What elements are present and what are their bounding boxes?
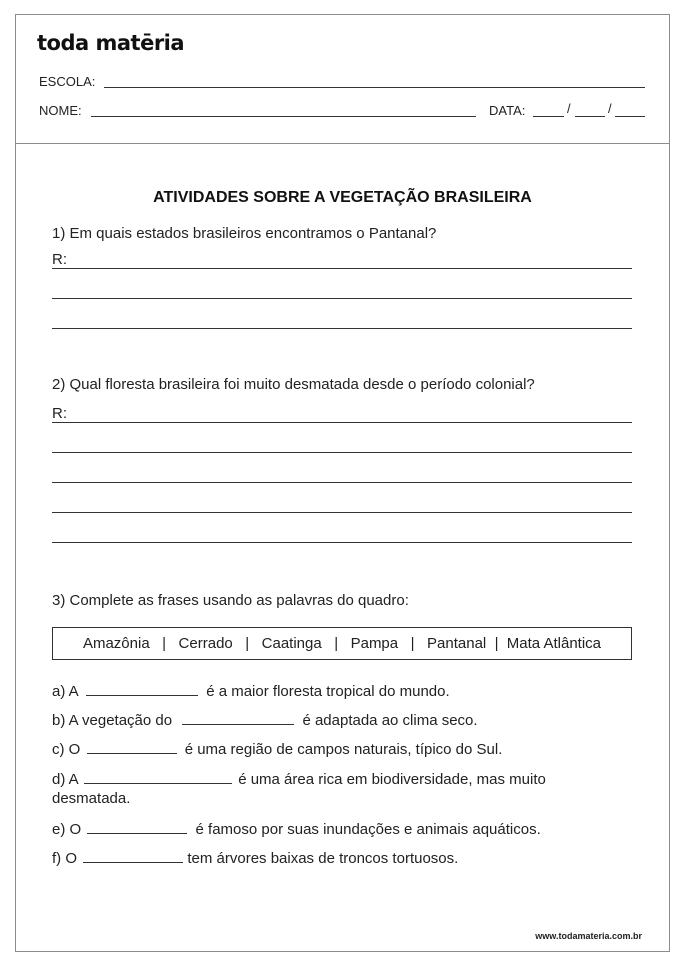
answer-line[interactable]: [52, 422, 632, 423]
fill-blank[interactable]: [182, 710, 294, 725]
sentence-c: [52, 739, 502, 758]
sentence-suffix: é uma região de campos naturais, típico do Sul.: [184, 741, 503, 758]
fill-blank[interactable]: [84, 769, 232, 784]
sentence-prefix: c) O: [52, 741, 81, 758]
answer-line[interactable]: [52, 512, 632, 513]
answer-line[interactable]: [52, 482, 632, 483]
answer-label-2: R:: [52, 405, 67, 422]
date-year-field[interactable]: [615, 116, 645, 117]
question-3: 3) Complete as frases usando as palavras do quadro:: [52, 592, 409, 609]
answer-line[interactable]: [52, 268, 632, 269]
sentence-d: [52, 769, 546, 788]
sentence-prefix: b) A vegetação do: [52, 712, 173, 729]
sentence-suffix: é adaptada ao clima seco.: [302, 712, 478, 729]
sentence-suffix: é a maior floresta tropical do mundo.: [206, 683, 450, 700]
name-label: NOME:: [39, 103, 82, 118]
fill-blank[interactable]: [87, 739, 177, 754]
brand-logo: toda matēria: [37, 31, 185, 55]
sentence-suffix: tem árvores baixas de troncos tortuosos.: [187, 850, 459, 867]
date-separator: /: [567, 101, 571, 116]
header-divider: [15, 143, 670, 144]
sentence-e: [52, 819, 541, 838]
sentence-prefix: a) A: [52, 683, 78, 700]
school-field[interactable]: [104, 87, 645, 88]
fill-blank[interactable]: [86, 681, 198, 696]
date-month-field[interactable]: [575, 116, 605, 117]
question-2: 2) Qual floresta brasileira foi muito desmatada desde o período colonial?: [52, 376, 535, 393]
sentence-d-continuation: desmatada.: [52, 790, 131, 807]
answer-label-1: R:: [52, 251, 67, 268]
answer-line[interactable]: [52, 542, 632, 543]
worksheet-border: [15, 14, 670, 952]
answer-line[interactable]: [52, 452, 632, 453]
sentence-suffix: é famoso por suas inundações e animais aquáticos.: [195, 821, 541, 838]
answer-line[interactable]: [52, 298, 632, 299]
question-1: 1) Em quais estados brasileiros encontramos o Pantanal?: [52, 225, 437, 242]
answer-line[interactable]: [52, 328, 632, 329]
page-title: ATIVIDADES SOBRE A VEGETAÇÃO BRASILEIRA: [153, 189, 532, 206]
sentence-suffix: é uma área rica em biodiversidade, mas muito: [238, 771, 546, 788]
word-bank-box: Amazônia | Cerrado | Caatinga | Pampa | Pantanal | Mata Atlântica: [52, 627, 632, 660]
date-day-field[interactable]: [533, 116, 564, 117]
date-label: DATA:: [489, 103, 526, 118]
fill-blank[interactable]: [83, 848, 183, 863]
name-field[interactable]: [91, 116, 476, 117]
school-label: ESCOLA:: [39, 74, 96, 89]
sentence-a: [52, 681, 450, 700]
sentence-b: [52, 710, 478, 729]
footer-url: www.todamateria.com.br: [535, 931, 642, 941]
fill-blank[interactable]: [87, 819, 187, 834]
sentence-f: [52, 848, 458, 867]
date-separator: /: [608, 101, 612, 116]
sentence-prefix: f) O: [52, 850, 77, 867]
sentence-prefix: d) A: [52, 771, 78, 788]
sentence-prefix: e) O: [52, 821, 82, 838]
